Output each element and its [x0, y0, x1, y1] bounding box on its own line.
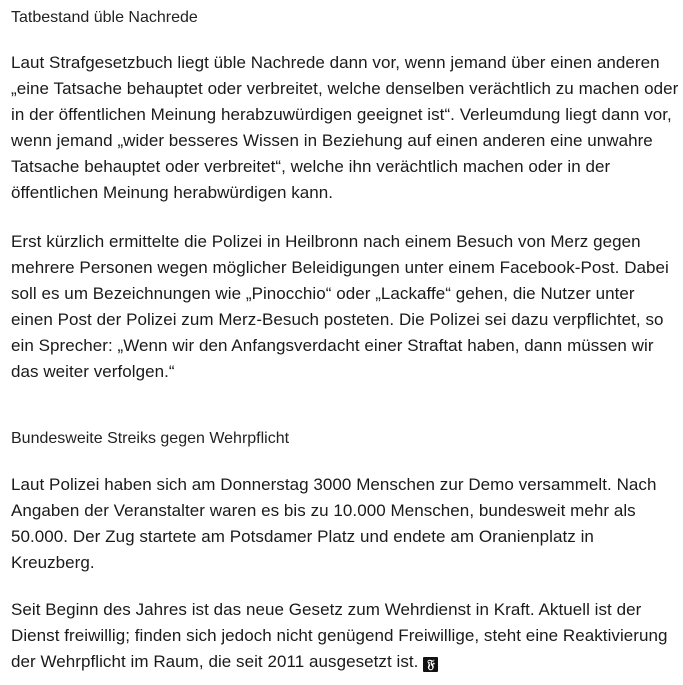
section-heading-tatbestand: Tatbestand üble Nachrede [11, 9, 198, 26]
section-heading-streiks: Bundesweite Streiks gegen Wehrpflicht [11, 430, 290, 447]
paragraph-wehrdienst-text: Seit Beginn des Jahres ist das neue Gesetz zum Wehrdienst in Kraft. Aktuell ist der Dienst freiwillig; finden sich jedoch nicht genügend Freiwillige, steht eine Reaktivierung der Wehrpflicht im Raum, die seit 2011 ausgesetzt ist. [11, 600, 668, 671]
paragraph-uble-nachrede-definition: Laut Strafgesetzbuch liegt üble Nachrede dann vor, wenn jemand über einen anderen „eine Tatsache behauptet oder verbreitet, welche denselben verächtlich zu machen oder in der öffentlichen Meinung herabzuwürdigen geeignet ist“. Verleumdung liegt dann vor, wenn jemand „wider besseres Wissen in Beziehung auf einen anderen eine unwahre Tatsache behauptet oder verbreitet“, welche ihn verächtlich machen oder in der öffentlichen Meinung herabwürdigen kann. [11, 53, 679, 202]
paragraph-wehrdienst-gesetz [11, 597, 679, 675]
article-body [11, 0, 679, 671]
publisher-end-mark-icon: 𝔉 [423, 657, 438, 672]
paragraph-heilbronn-ermittlung: Erst kürzlich ermittelte die Polizei in Heilbronn nach einem Besuch von Merz gegen mehrere Personen wegen möglicher Beleidigungen unter einem Facebook-Post. Dabei soll es um Bezeichnungen wie „Pinocchio“ oder „Lackaffe“ gehen, die Nutzer unter einen Post der Polizei zum Merz-Besuch posteten. Die Polizei sei dazu verpflichtet, so ein Sprecher: „Wenn wir den Anfangsverdacht einer Straftat haben, dann müssen wir das weiter verfolgen.“ [11, 232, 669, 381]
paragraph-demo-teilnehmer: Laut Polizei haben sich am Donnerstag 3000 Menschen zur Demo versammelt. Nach Angaben der Veranstalter waren es bis zu 10.000 Menschen, bundesweit mehr als 50.000. Der Zug startete am Potsdamer Platz und endete am Oranienplatz in Kreuzberg. [11, 475, 657, 572]
